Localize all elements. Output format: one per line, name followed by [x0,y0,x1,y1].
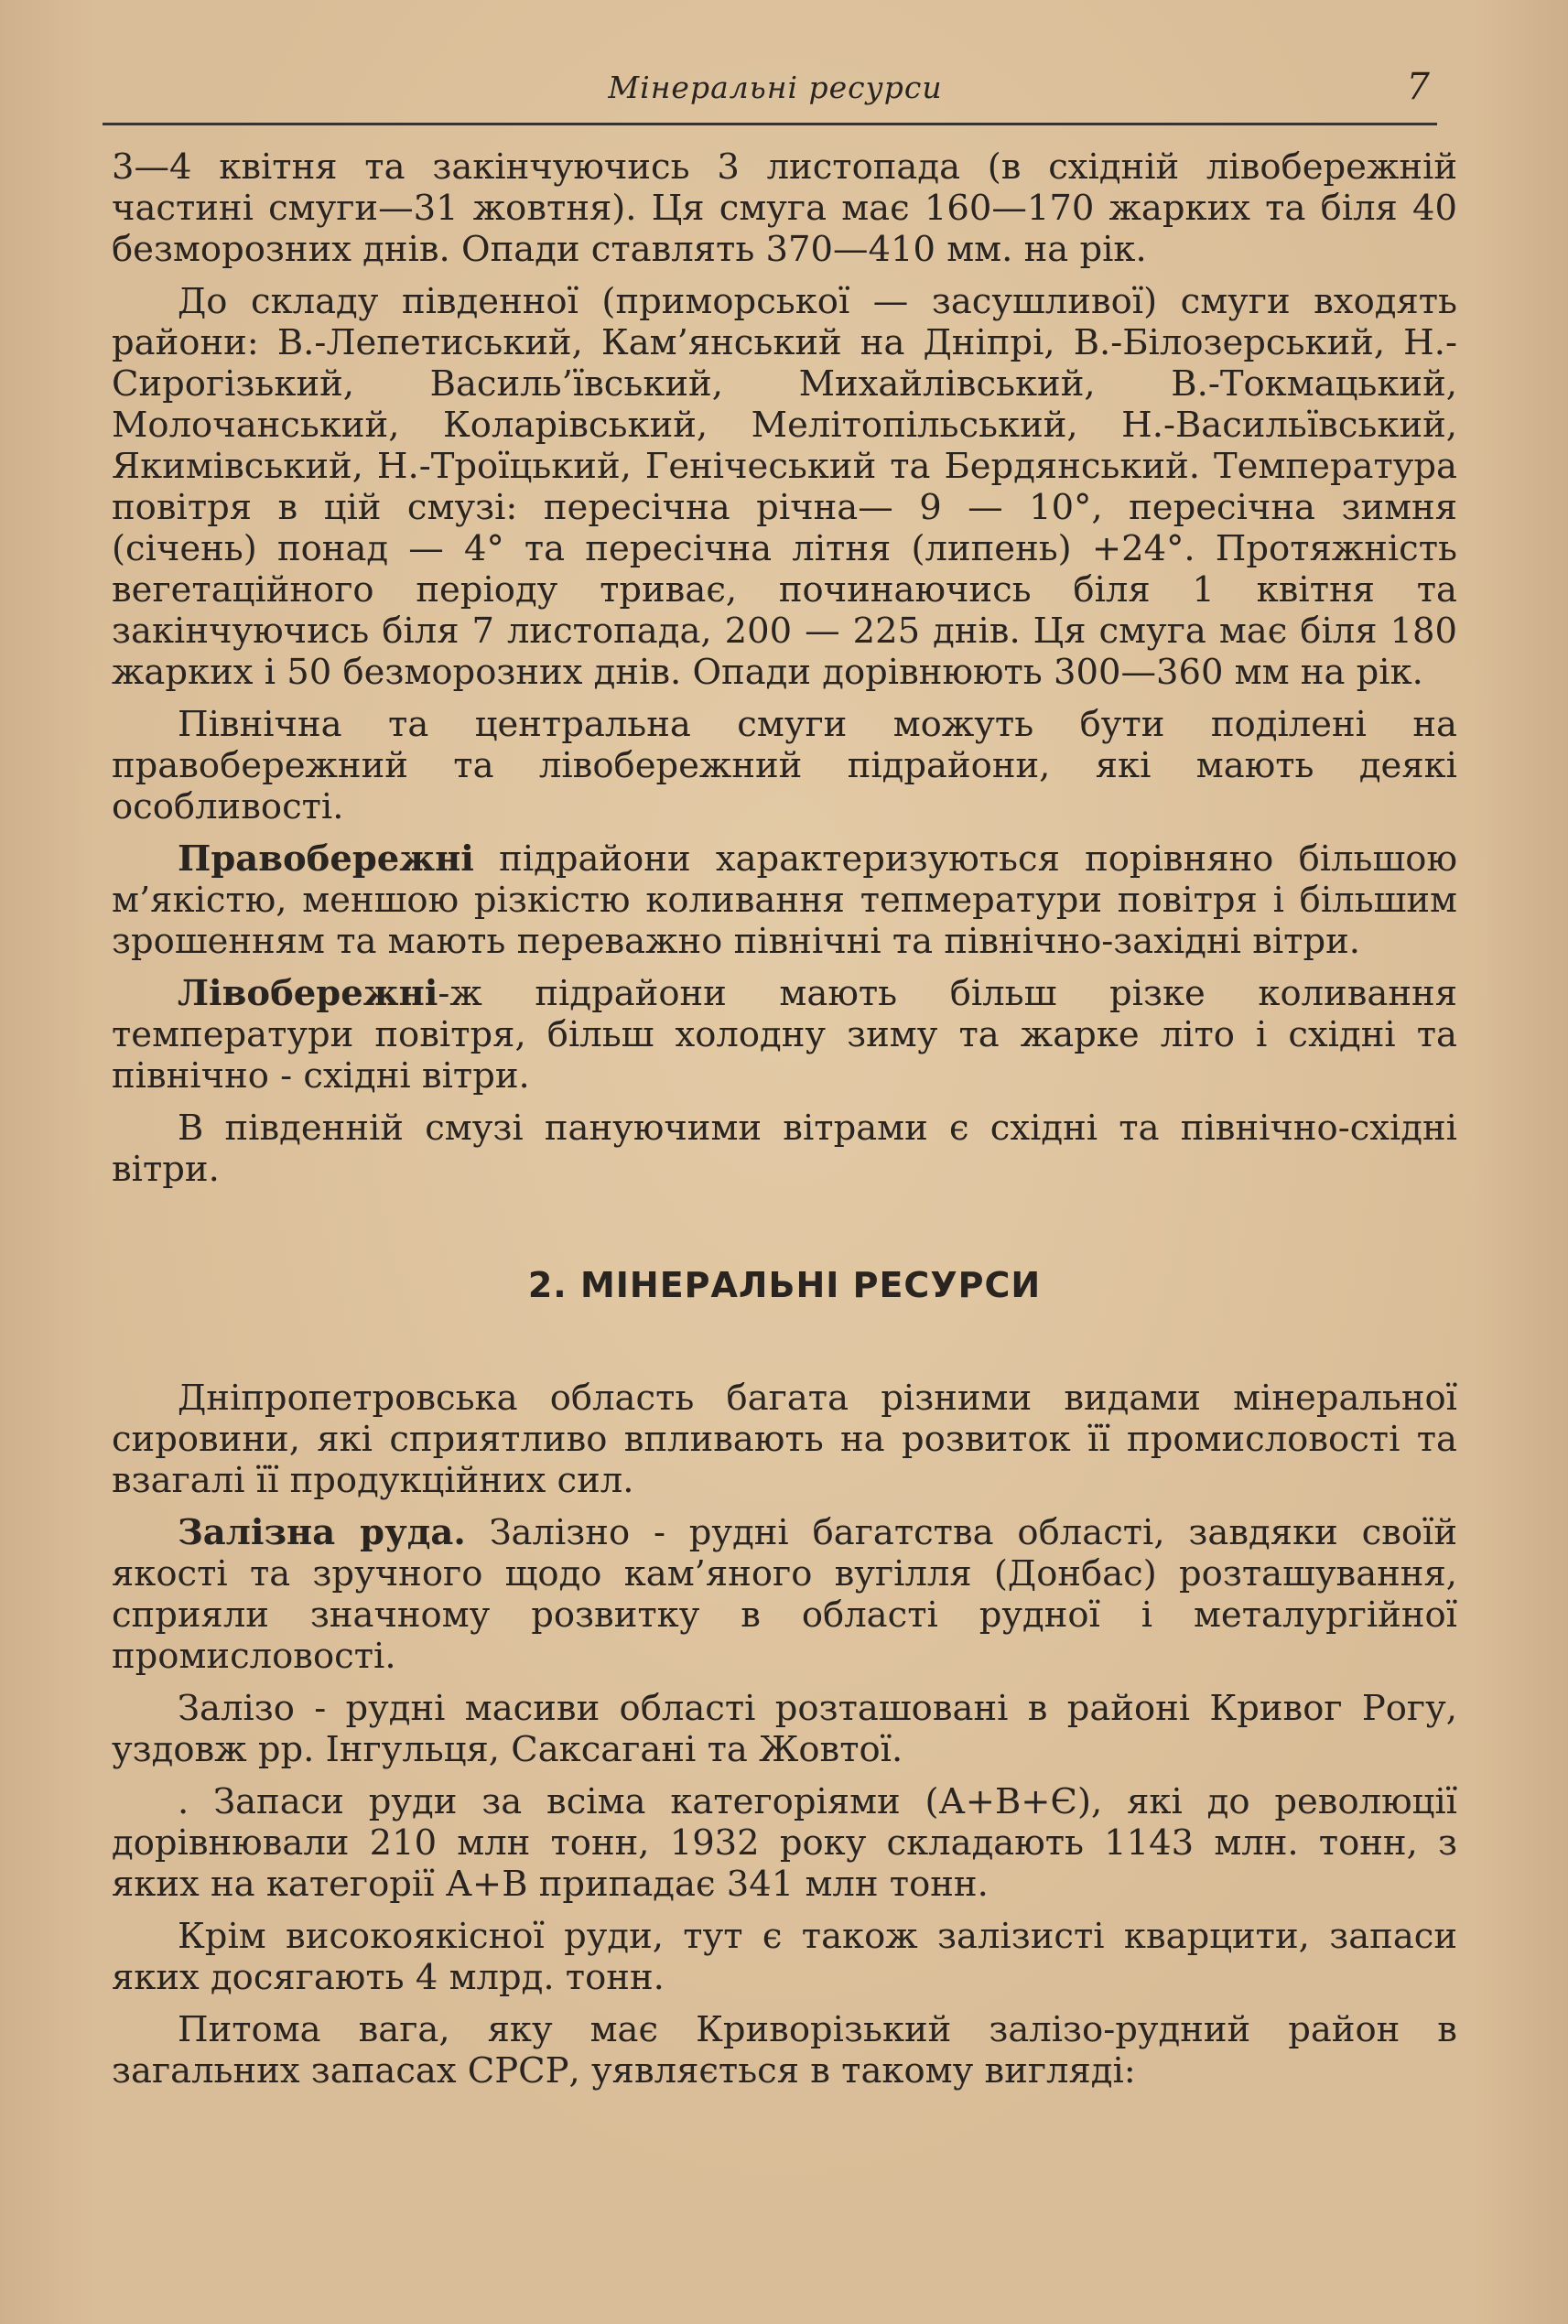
paragraph-text: Залізо - рудні масиви області розташовані в районі Кривог Рогу, уздовж рр. Інгульця, Саксагані та Жовтої. [112,1688,1457,1770]
paragraph-text: Крім високоякісної руди, тут є також залізисті кварцити, запаси яких досягають 4 млрд. тонн. [112,1916,1457,1998]
paragraph-text: Дніпропетровська область багата різними видами мінеральної сировини, які сприятливо впливають на розвиток її промисловості та взагалі її продукційних сил. [112,1378,1457,1501]
running-title: Мінеральні ресурси [608,70,943,105]
paragraph-text: Залізно - рудні багатства області, завдяки своїй якості та зручного щодо кам’яного вугілля (Донбас) розташування, сприяли значному розвитку в області рудної і металургійної промисловості. [112,1512,1457,1677]
paragraph-southern-zone [112,281,1457,693]
paragraph-specific-weight [112,2009,1457,2092]
paragraph-right-bank [112,838,1457,962]
header-rule [103,123,1437,125]
paragraph-iron-ore [112,1512,1457,1677]
running-header [112,57,1439,121]
paragraph-mineral-intro [112,1378,1457,1501]
paragraph-southern-winds [112,1108,1457,1190]
page-number: 7 [1406,66,1430,108]
paragraph-lead-bold: Залізна руда. [178,1512,466,1553]
paragraph-text: До складу південної (приморської — засушливої) смуги входять райони: В.-Лепетиський, Кам’янський на Дніпрі, В.-Білозерський, Н.-Сирогізький, Василь’ївський, Михайлівський, В.-Токмацький, Молочанський, Коларівський, Мелітопільський, Н.-Васильївський, Якимівський, Н.-Троїцький, Генічеський та Бердянський. Температура повітря в цій смузі: пересічна річна— 9 — 10°, пересічна зимня (січень) понад — 4° та пересічна літня (липень) +24°. Протяжність вегетаційного періоду триває, починаючись біля 1 квітня та закінчуючись біля 7 листопада, 200 — 225 днів. Ця смуга має біля 180 жарких і 50 безморозних днів. Опади дорівнюють 300—360 мм на рік. [112,281,1457,693]
paragraph-text: Питома вага, яку має Криворізький залізо-рудний район в загальних запасах СРСР, уявляється в такому вигляді: [112,2009,1457,2092]
paragraph-quartzites [112,1916,1457,1998]
paragraph-text: -ж підрайони мають більш різке коливання температури повітря, більш холодну зиму та жарке літо і східні та північно - східні вітри. [112,973,1457,1097]
body-text [112,146,1457,2092]
section-heading: 2. МІНЕРАЛЬНІ РЕСУРСИ [527,1265,1042,1305]
paragraph-text: В південній смузі пануючими вітрами є східні та північно-східні вітри. [112,1108,1457,1190]
paragraph-subregions [112,704,1457,827]
paragraph-lead-bold: Правобережні [178,838,474,880]
paragraph-text: . Запаси руди за всіма категоріями (А+В+Є), які до революції дорівнювали 210 млн тонн, 1932 року складають 1143 млн. тонн, з яких на категорії А+В припадає 341 млн тонн. [112,1781,1457,1905]
paragraph-text: 3—4 квітня та закінчуючись 3 листопада (в східній лівобережній частині смуги—31 жовтня). Ця смуга має 160—170 жарких та біля 40 безморозних днів. Опади ставлять 370—410 мм. на рік. [112,146,1457,270]
paragraph-lead-bold: Лівобережні [178,973,438,1014]
paragraph-text: підрайони характеризуються порівняно більшою м’якістю, меншою різкістю коливання тепмератури повітря і більшим зрошенням та мають переважно північні та північно-західні вітри. [112,838,1457,962]
paragraph-continuation [112,146,1457,270]
paragraph-ore-location [112,1688,1457,1770]
paragraph-text: Північна та центральна смуги можуть бути поділені на правобережний та лівобережний підрайони, які мають деякі особливості. [112,704,1457,827]
paragraph-ore-reserves [112,1781,1457,1905]
paragraph-left-bank [112,973,1457,1097]
